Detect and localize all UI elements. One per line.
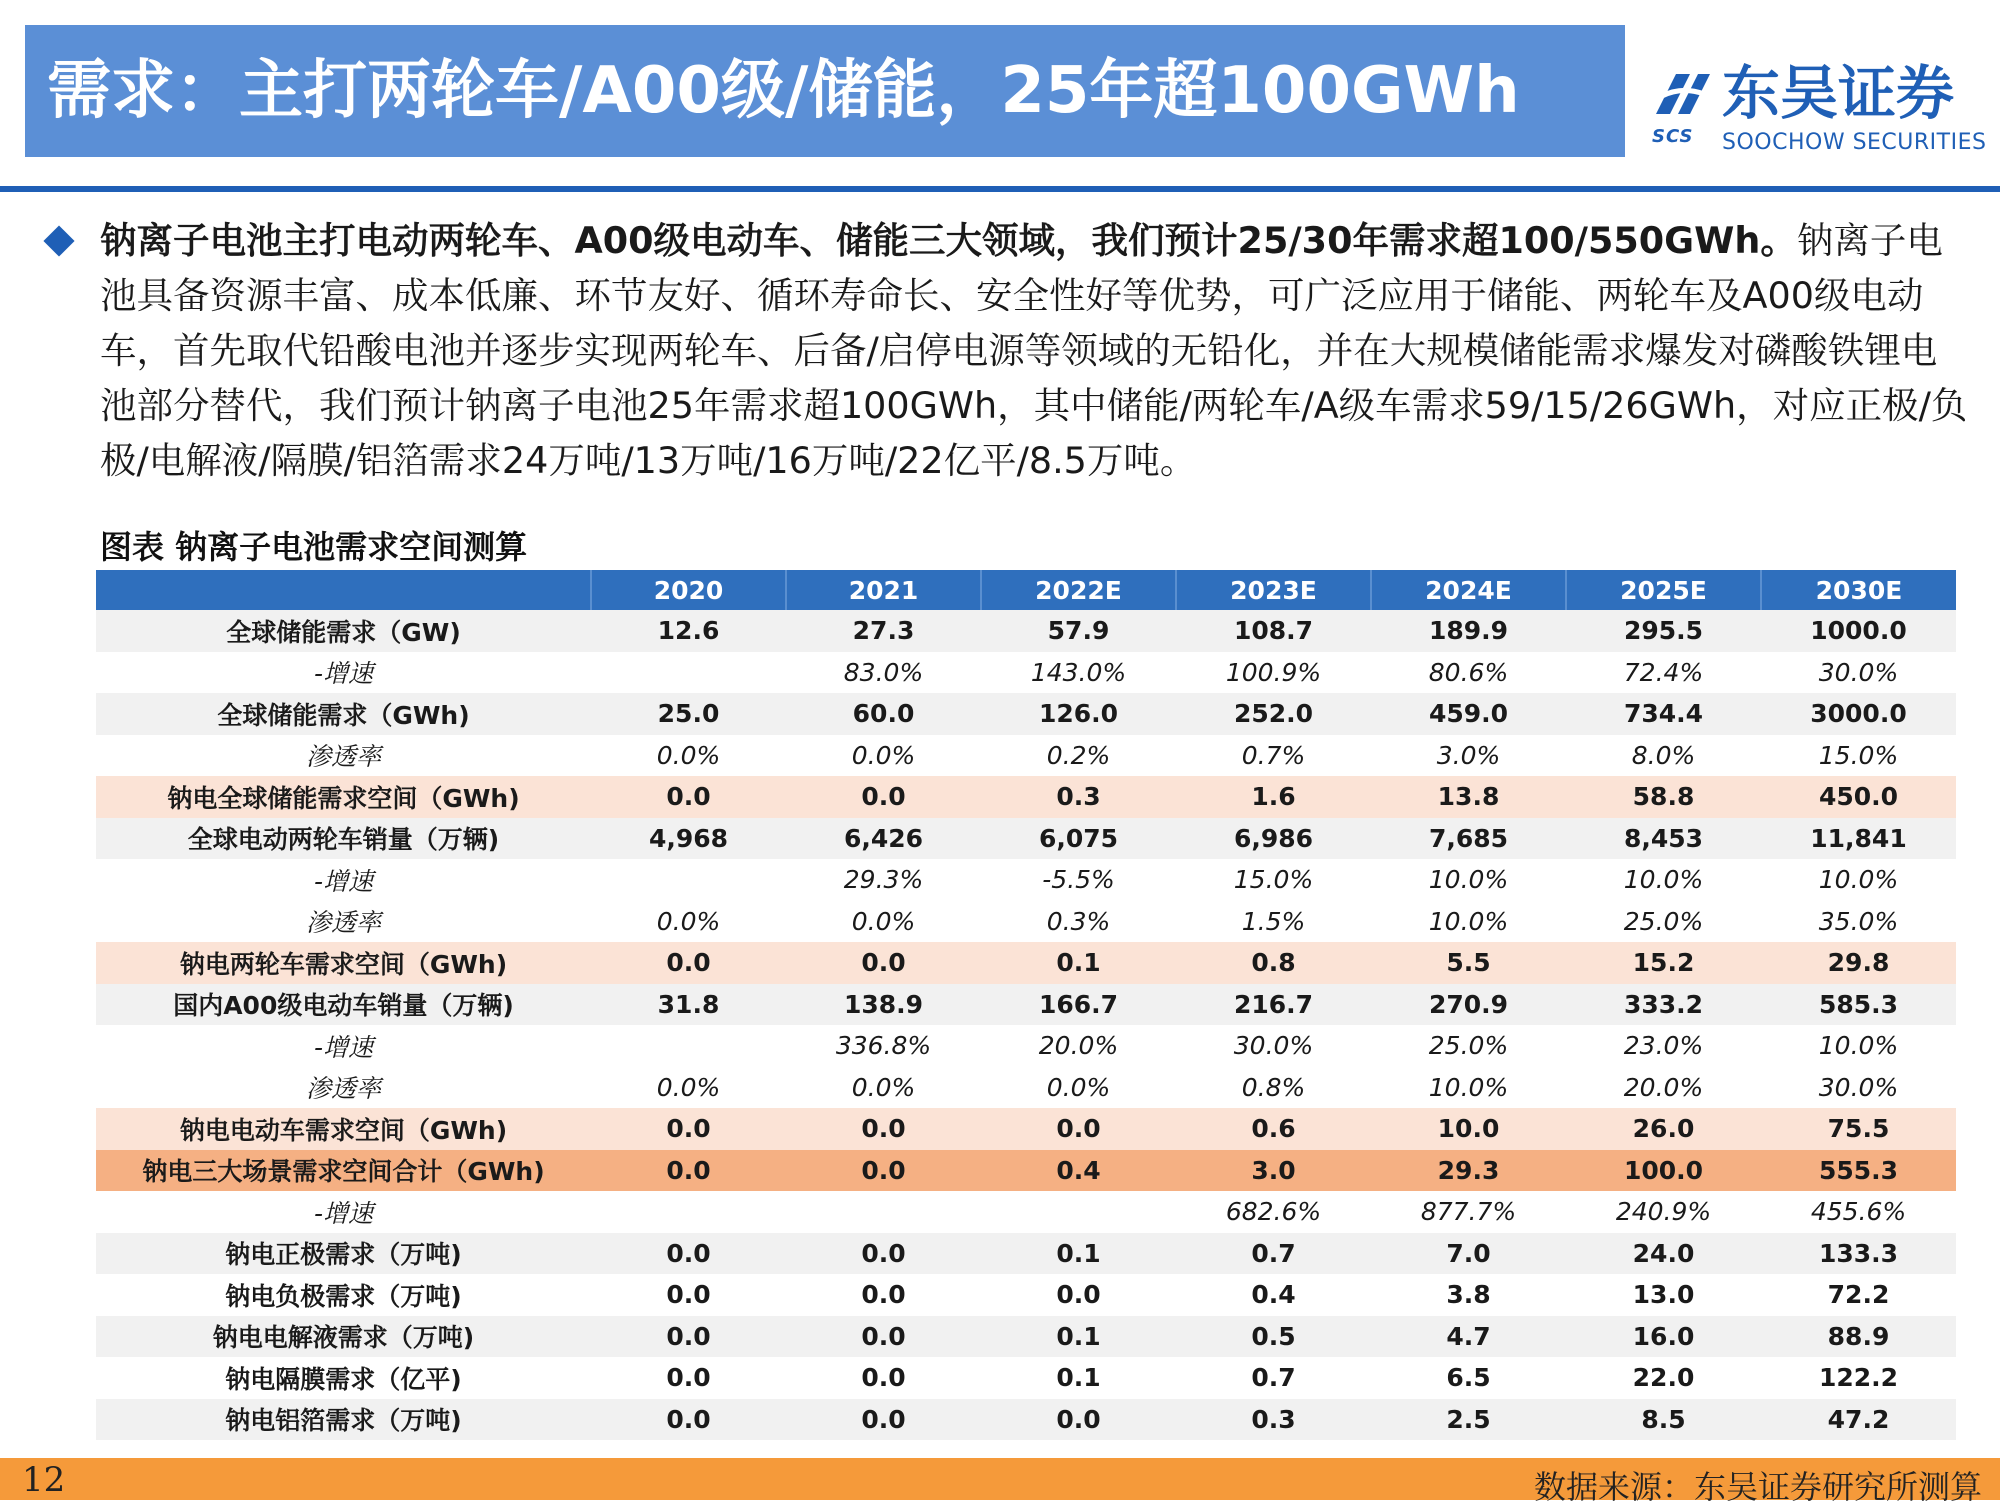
value-cell: 555.3 (1761, 1150, 1956, 1192)
table-row (96, 1399, 1956, 1441)
table-row (96, 1357, 1956, 1399)
value-cell (591, 1025, 786, 1067)
value-cell: 0.0% (656, 1072, 721, 1102)
header-cell-year: 2025E (1566, 570, 1761, 610)
value-cell: 29.8 (1761, 942, 1956, 984)
row-label-cell: 钠电隔膜需求（亿平) (225, 1364, 462, 1394)
value-cell: 72.4% (1623, 657, 1704, 687)
value-cell: 25.0 (591, 693, 786, 735)
value-cell: 100.9% (1225, 657, 1322, 687)
value-cell: 0.0% (851, 740, 916, 770)
header-cell-label (96, 570, 591, 610)
summary-body: 钠离子电池具备资源丰富、成本低廉、环节友好、循环寿命长、安全性好等优势，可广泛应用于储能、两轮车及A00级电动车，首先取代铅酸电池并逐步实现两轮车、后备/启停电源等领域的无铅化，并在大规模储能需求爆发对磷酸铁锂电池部分替代，我们预计钠离子电池25年需求超100GWh，其中储能/两轮车/A级车需求59/15/26GWh，对应正极/负极/电解液/隔膜/铝箔需求24万吨/13万吨/16万吨/22亿平/8.5万吨。 (100, 219, 1968, 482)
value-cell: 0.0% (851, 1072, 916, 1102)
table-row (96, 776, 1956, 818)
header-cell-year: 2024E (1371, 570, 1566, 610)
row-label-cell: 钠电正极需求（万吨) (96, 1233, 591, 1275)
value-cell: 16.0 (1566, 1316, 1761, 1358)
value-cell: 143.0% (1030, 657, 1127, 687)
logo-english-name: SOOCHOW SECURITIES (1722, 130, 1987, 155)
value-cell: 80.6% (1428, 657, 1509, 687)
table-row (96, 1316, 1956, 1358)
row-label-cell: -增速 (313, 659, 374, 689)
row-label-cell: 全球储能需求（GW) (96, 610, 591, 652)
value-cell: 0.0 (591, 942, 786, 984)
page-title: 需求：主打两轮车/A00级/储能，25年超100GWh (47, 54, 1520, 128)
value-cell: 0.8 (1176, 942, 1371, 984)
value-cell: 6,075 (981, 818, 1176, 860)
value-cell: 3.8 (1446, 1280, 1491, 1310)
row-label-cell: 钠电三大场景需求空间合计（GWh) (96, 1150, 591, 1192)
value-cell: 13.0 (1632, 1280, 1695, 1310)
table-body (96, 610, 1956, 1440)
value-cell: 0.0 (786, 776, 981, 818)
value-cell: 15.2 (1566, 942, 1761, 984)
value-cell: 0.0 (591, 776, 786, 818)
value-cell: 133.3 (1761, 1233, 1956, 1275)
value-cell: 57.9 (981, 610, 1176, 652)
value-cell: 138.9 (786, 984, 981, 1026)
table-row (96, 1150, 1956, 1192)
demand-table (96, 570, 1956, 1440)
table-row (96, 984, 1956, 1026)
value-cell: 13.8 (1371, 776, 1566, 818)
value-cell: 4.7 (1371, 1316, 1566, 1358)
value-cell: 20.0% (1038, 1031, 1119, 1061)
table-row (96, 859, 1956, 901)
value-cell: 31.8 (591, 984, 786, 1026)
value-cell: 455.6% (1810, 1197, 1907, 1227)
row-label-cell: -增速 (313, 1198, 374, 1228)
header-cell-year: 2021 (786, 570, 981, 610)
value-cell: 0.0 (981, 1108, 1176, 1150)
value-cell: 0.2% (1046, 740, 1111, 770)
diamond-bullet-icon (43, 225, 74, 256)
value-cell: 0.0 (786, 1399, 981, 1441)
value-cell: 22.0 (1632, 1363, 1695, 1393)
value-cell: 877.7% (1420, 1197, 1517, 1227)
value-cell: 333.2 (1566, 984, 1761, 1026)
value-cell: 3.0% (1436, 740, 1501, 770)
value-cell: 100.0 (1566, 1150, 1761, 1192)
value-cell: 83.0% (843, 657, 924, 687)
row-label-cell: 渗透率 (305, 908, 381, 938)
value-cell: 0.0 (786, 942, 981, 984)
table-caption: 图表 钠离子电池需求空间测算 (100, 528, 528, 566)
row-label-cell: -增速 (313, 1032, 374, 1062)
value-cell: 24.0 (1566, 1233, 1761, 1275)
header-cell-year: 2030E (1761, 570, 1956, 610)
value-cell: 108.7 (1176, 610, 1371, 652)
value-cell: 295.5 (1566, 610, 1761, 652)
value-cell: 0.0 (591, 1399, 786, 1441)
value-cell: 0.0% (656, 906, 721, 936)
value-cell: 10.0% (1818, 1031, 1899, 1061)
value-cell: 0.0 (981, 1399, 1176, 1441)
value-cell: 0.1 (1056, 1363, 1101, 1393)
value-cell: 58.8 (1566, 776, 1761, 818)
value-cell: 10.0% (1428, 1072, 1509, 1102)
value-cell: 1.6 (1176, 776, 1371, 818)
value-cell: 15.0% (1818, 740, 1899, 770)
value-cell: 35.0% (1818, 906, 1899, 936)
row-label-cell: 钠电两轮车需求空间（GWh) (96, 942, 591, 984)
header-cell-year: 2022E (981, 570, 1176, 610)
value-cell: 8.0% (1631, 740, 1696, 770)
row-label-cell: 钠电负极需求（万吨) (225, 1281, 462, 1311)
title-bar (25, 25, 1625, 157)
value-cell: 459.0 (1371, 693, 1566, 735)
value-cell: 12.6 (591, 610, 786, 652)
value-cell: 29.3 (1371, 1150, 1566, 1192)
value-cell: 0.0% (1046, 1072, 1111, 1102)
value-cell: 0.6 (1176, 1108, 1371, 1150)
value-cell: 2.5 (1371, 1399, 1566, 1441)
table-row (96, 942, 1956, 984)
value-cell: 0.0 (591, 1108, 786, 1150)
value-cell: -5.5% (1042, 865, 1115, 895)
value-cell: 72.2 (1827, 1280, 1890, 1310)
value-cell: 0.0 (666, 1363, 711, 1393)
table-row (96, 1108, 1956, 1150)
logo-chinese-name: 东吴证券 (1722, 59, 1955, 127)
soochow-logo-icon (1652, 68, 1714, 120)
value-cell: 3000.0 (1761, 693, 1956, 735)
value-cell: 0.0% (851, 906, 916, 936)
value-cell: 336.8% (835, 1031, 932, 1061)
value-cell: 10.0% (1428, 865, 1509, 895)
value-cell: 30.0% (1818, 657, 1899, 687)
value-cell: 0.0 (591, 1316, 786, 1358)
table-row (96, 1025, 1956, 1067)
page-number: 12 (22, 1460, 66, 1500)
value-cell (591, 652, 786, 694)
value-cell: 0.1 (981, 1316, 1176, 1358)
value-cell: 0.7 (1251, 1363, 1296, 1393)
row-label-cell: 渗透率 (305, 1074, 381, 1104)
value-cell: 25.0% (1428, 1031, 1509, 1061)
table-row (96, 735, 1956, 777)
value-cell: 0.8% (1241, 1072, 1306, 1102)
company-logo (1650, 59, 1987, 160)
table-row (96, 1191, 1956, 1233)
value-cell: 0.0 (1056, 1280, 1101, 1310)
value-cell: 0.0 (861, 1363, 906, 1393)
value-cell (786, 1191, 981, 1233)
value-cell: 0.3% (1046, 906, 1111, 936)
summary-lead: 钠离子电池主打电动两轮车、A00级电动车、储能三大领域，我们预计25/30年需求超100/550GWh。 (100, 219, 1797, 262)
value-cell: 10.0% (1818, 865, 1899, 895)
value-cell: 4,968 (591, 818, 786, 860)
value-cell: 240.9% (1615, 1197, 1712, 1227)
value-cell: 1.5% (1241, 906, 1306, 936)
value-cell: 270.9 (1371, 984, 1566, 1026)
row-label-cell: 钠电电动车需求空间（GWh) (96, 1108, 591, 1150)
summary-paragraph (100, 213, 1970, 488)
value-cell: 26.0 (1566, 1108, 1761, 1150)
value-cell: 0.7 (1176, 1233, 1371, 1275)
row-label-cell: 国内A00级电动车销量（万辆) (96, 984, 591, 1026)
value-cell (981, 1191, 1176, 1233)
table-row (96, 818, 1956, 860)
table-row (96, 652, 1956, 694)
header-cell-year: 2023E (1176, 570, 1371, 610)
value-cell: 682.6% (1225, 1197, 1322, 1227)
value-cell: 585.3 (1761, 984, 1956, 1026)
value-cell: 0.1 (981, 1233, 1176, 1275)
value-cell: 122.2 (1818, 1363, 1899, 1393)
value-cell: 75.5 (1761, 1108, 1956, 1150)
value-cell: 0.0 (786, 1233, 981, 1275)
data-source-note: 数据来源：东吴证券研究所测算 (1533, 1468, 1982, 1506)
table-row (96, 1274, 1956, 1316)
value-cell: 7,685 (1371, 818, 1566, 860)
value-cell: 11,841 (1761, 818, 1956, 860)
value-cell: 450.0 (1761, 776, 1956, 818)
row-label-cell: 钠电电解液需求（万吨) (96, 1316, 591, 1358)
value-cell (591, 859, 786, 901)
row-label-cell: 全球电动两轮车销量（万辆) (96, 818, 591, 860)
value-cell: 0.0 (666, 1280, 711, 1310)
value-cell: 15.0% (1233, 865, 1314, 895)
value-cell: 0.0 (861, 1280, 906, 1310)
value-cell: 0.5 (1176, 1316, 1371, 1358)
value-cell: 0.3 (1176, 1399, 1371, 1441)
value-cell: 126.0 (981, 693, 1176, 735)
table-header-row (96, 570, 1956, 610)
value-cell: 23.0% (1623, 1031, 1704, 1061)
value-cell: 60.0 (786, 693, 981, 735)
value-cell: 0.3 (981, 776, 1176, 818)
row-label-cell: 渗透率 (305, 742, 381, 772)
value-cell: 8,453 (1566, 818, 1761, 860)
table-row (96, 693, 1956, 735)
value-cell: 734.4 (1566, 693, 1761, 735)
row-label-cell: 全球储能需求（GWh) (96, 693, 591, 735)
value-cell: 0.0 (786, 1108, 981, 1150)
row-label-cell: 钠电铝箔需求（万吨) (96, 1399, 591, 1441)
value-cell: 0.4 (981, 1150, 1176, 1192)
row-label-cell: -增速 (313, 866, 374, 896)
value-cell: 20.0% (1623, 1072, 1704, 1102)
value-cell: 0.0 (591, 1150, 786, 1192)
value-cell: 29.3% (843, 865, 924, 895)
value-cell: 10.0% (1623, 865, 1704, 895)
value-cell: 6.5 (1446, 1363, 1491, 1393)
value-cell: 0.0% (656, 740, 721, 770)
value-cell: 0.1 (981, 942, 1176, 984)
value-cell: 10.0% (1428, 906, 1509, 936)
value-cell: 189.9 (1371, 610, 1566, 652)
header-divider (0, 186, 2000, 192)
value-cell: 0.0 (786, 1150, 981, 1192)
value-cell: 88.9 (1761, 1316, 1956, 1358)
value-cell: 0.7% (1241, 740, 1306, 770)
value-cell: 6,426 (786, 818, 981, 860)
value-cell: 47.2 (1761, 1399, 1956, 1441)
value-cell: 1000.0 (1761, 610, 1956, 652)
table-row (96, 901, 1956, 943)
value-cell: 166.7 (981, 984, 1176, 1026)
value-cell: 30.0% (1818, 1072, 1899, 1102)
value-cell: 0.0 (786, 1316, 981, 1358)
value-cell: 7.0 (1371, 1233, 1566, 1275)
value-cell: 5.5 (1371, 942, 1566, 984)
logo-abbreviation: SCS (1652, 126, 1694, 147)
table-row (96, 1067, 1956, 1109)
value-cell: 0.0 (591, 1233, 786, 1275)
header-cell-year: 2020 (591, 570, 786, 610)
value-cell (591, 1191, 786, 1233)
value-cell: 3.0 (1176, 1150, 1371, 1192)
value-cell: 252.0 (1176, 693, 1371, 735)
value-cell: 30.0% (1233, 1031, 1314, 1061)
row-label-cell: 钠电全球储能需求空间（GWh) (96, 776, 591, 818)
value-cell: 25.0% (1623, 906, 1704, 936)
table-row (96, 610, 1956, 652)
value-cell: 10.0 (1371, 1108, 1566, 1150)
value-cell: 8.5 (1566, 1399, 1761, 1441)
value-cell: 27.3 (786, 610, 981, 652)
value-cell: 216.7 (1176, 984, 1371, 1026)
value-cell: 0.4 (1251, 1280, 1296, 1310)
value-cell: 6,986 (1176, 818, 1371, 860)
table-row (96, 1233, 1956, 1275)
